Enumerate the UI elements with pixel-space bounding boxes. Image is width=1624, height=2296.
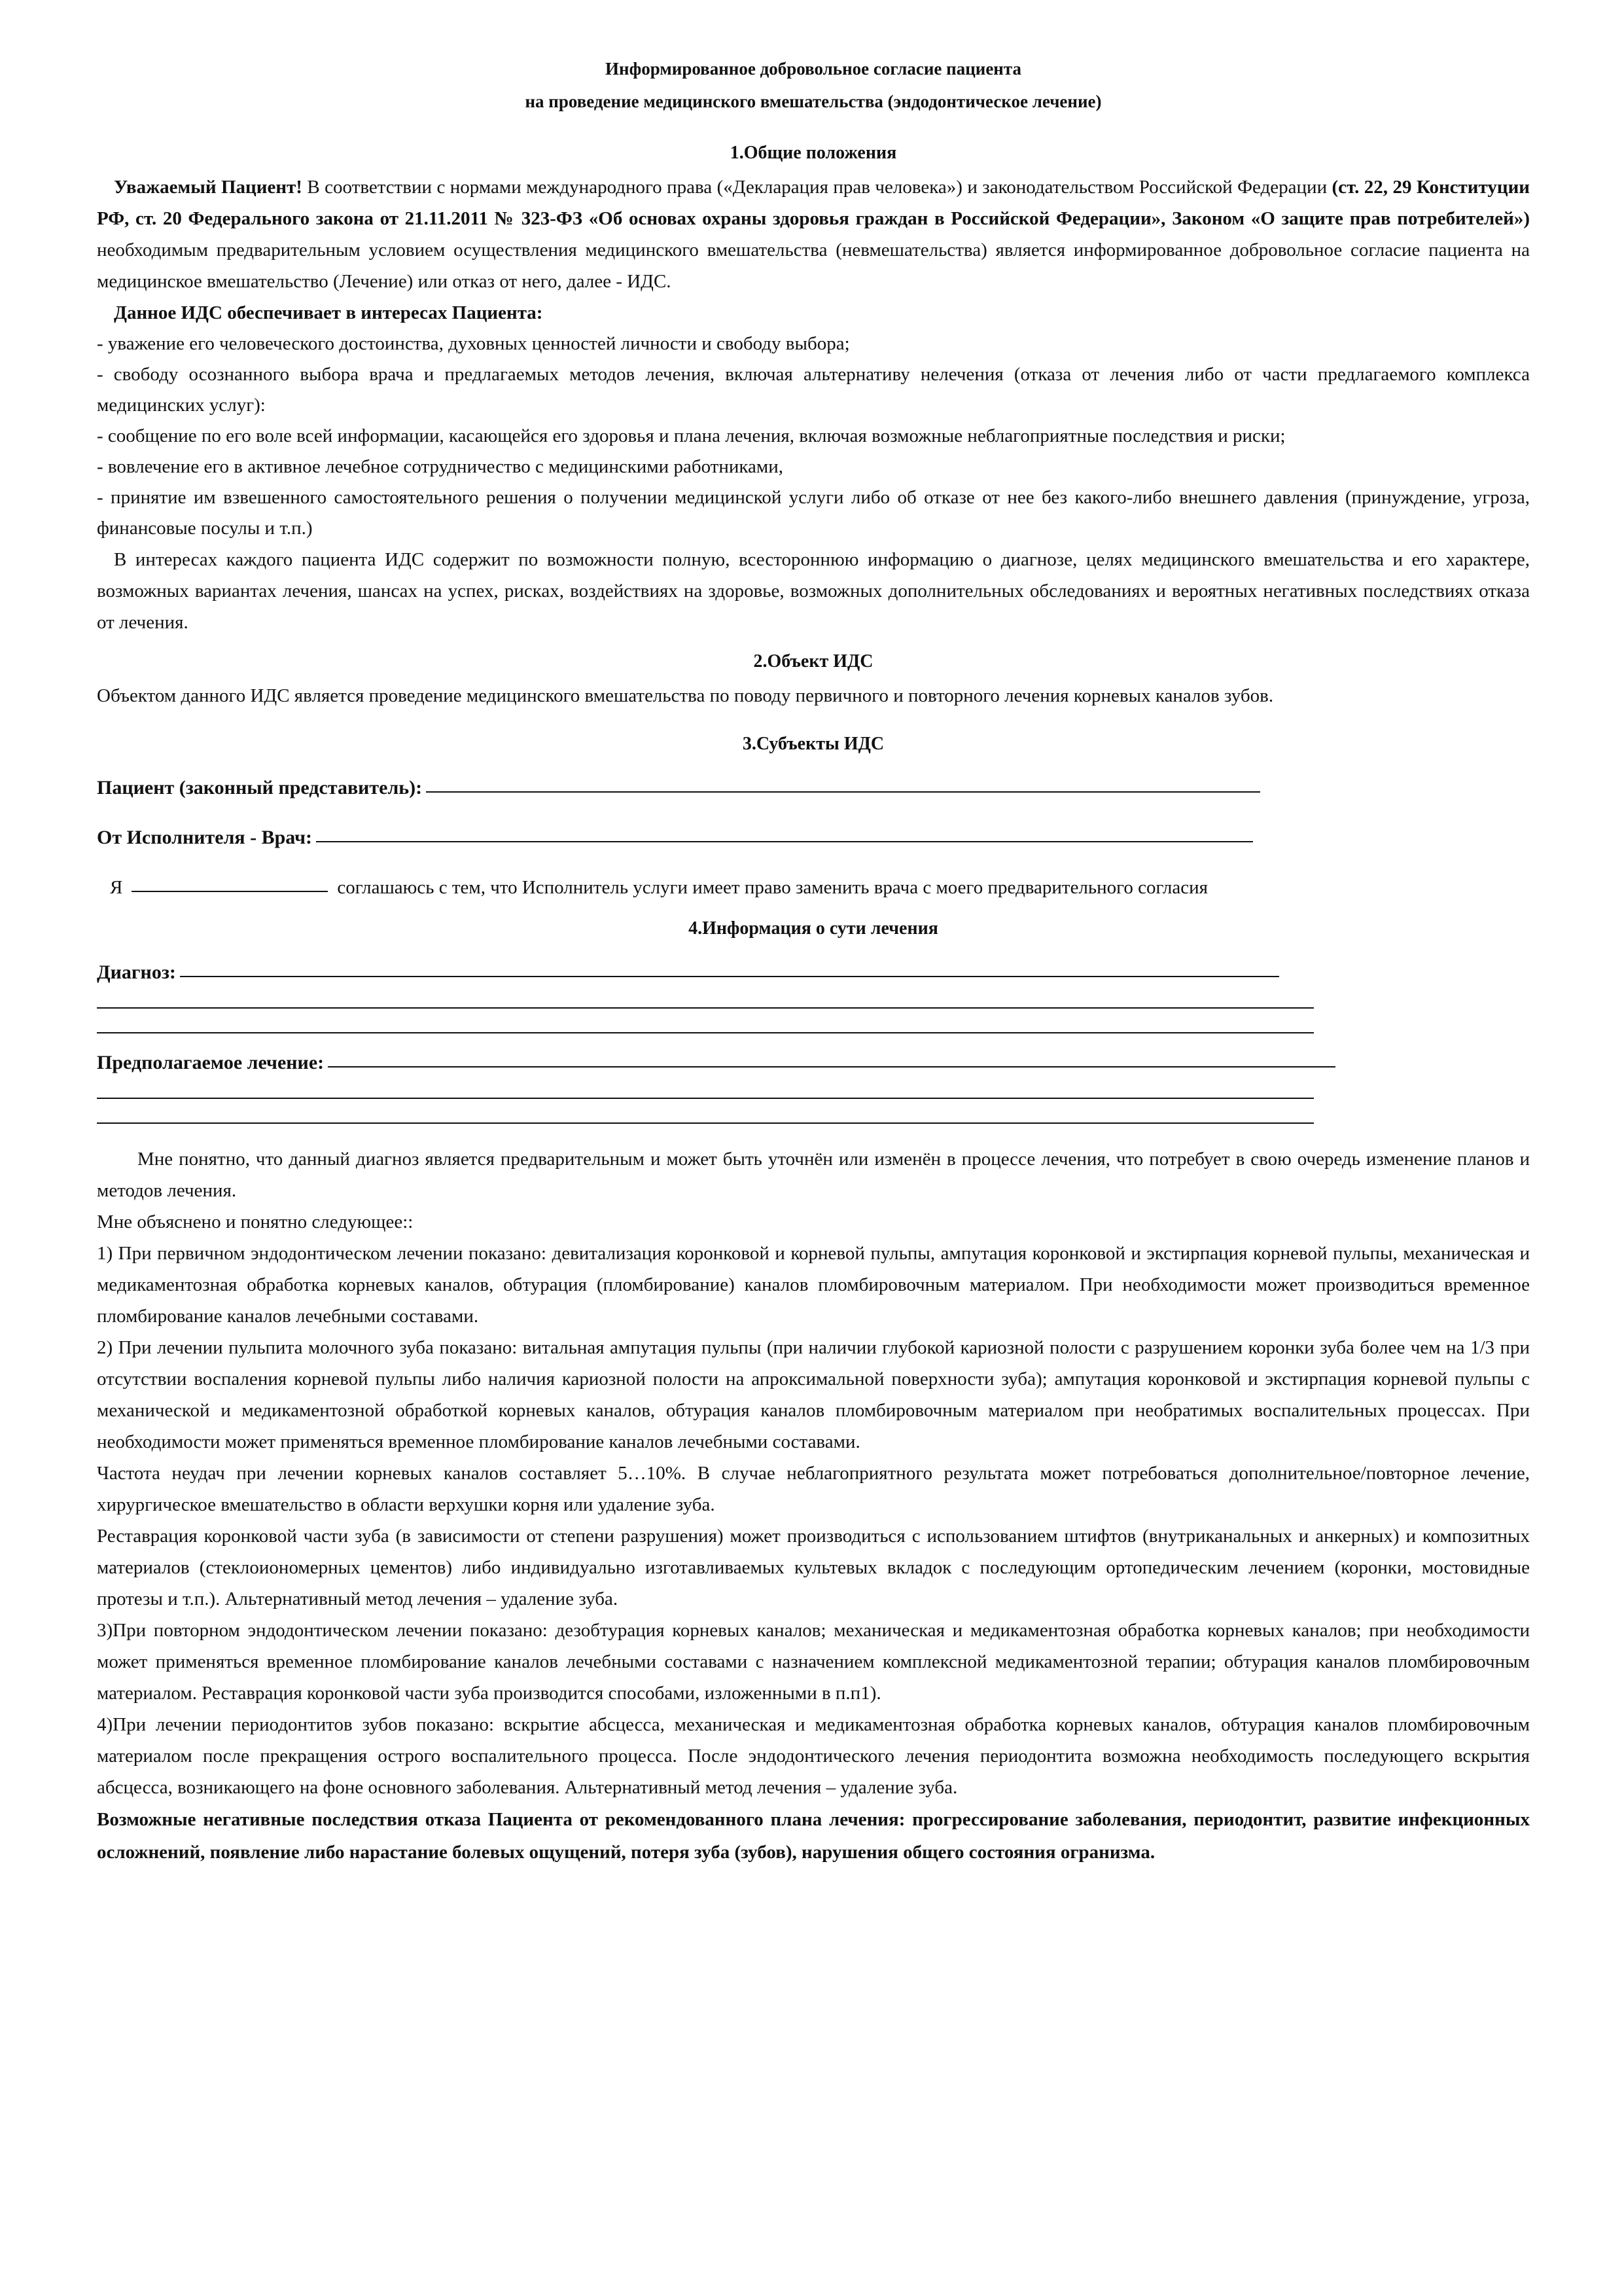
section-2-text: Объектом данного ИДС является проведение медицинского вмешательства по поводу первичного и повторного лечения корневых каналов зубов. [97, 685, 1274, 706]
document-title [97, 52, 1530, 118]
failure-rate-paragraph: Частота неудач при лечении корневых каналов составляет 5…10%. В случае неблагоприятного результата может потребоваться дополнительное/повторное лечение, хирургическое вмешательство в области верхушки корня или удаление зуба. [97, 1463, 1530, 1515]
patient-label: Пациент (законный представитель): [97, 777, 423, 798]
list-item: - сообщение по его воле всей информации, касающейся его здоровья и плана лечения, включая возможные неблагоприятные последствия и риски; [97, 425, 1286, 446]
interests-heading: Данное ИДС обеспечивает в интересах Пациента: [114, 302, 543, 323]
intro-text-b: необходимым предварительным условием осуществления медицинского вмешательства (невмешательства) является информированное добровольное согласие пациента на медицинское вмешательство (Лечение) или отказ от него, далее - ИДС. [97, 240, 1530, 292]
diagnosis-extra-line[interactable] [97, 1007, 1314, 1009]
doctor-label: От Исполнителя - Врач: [97, 827, 313, 848]
diagnosis-field [97, 947, 1530, 984]
treatment-extra-line[interactable] [97, 1098, 1314, 1099]
treatment-label: Предполагаемое лечение: [97, 1052, 325, 1073]
treatment-field [97, 1037, 1530, 1074]
diagnosis-label: Диагноз: [97, 961, 176, 983]
doctor-field [97, 812, 1530, 849]
section-3-heading: 3.Субъекты ИДС [742, 734, 885, 754]
diagnosis-extra-line[interactable] [97, 1032, 1314, 1033]
agree-name-line[interactable] [132, 891, 328, 892]
section-1-intro [97, 171, 1530, 297]
interests-list [97, 329, 1530, 544]
agree-prefix: Я [110, 877, 123, 898]
intro-law-refs: (ст. 22, 29 Конституции РФ, ст. 20 Федерального закона от 21.11.2011 № 323-ФЗ «Об основах охраны здоровья граждан в Российской Федерации», Законом «О защите прав потребителей») [97, 177, 1530, 229]
preliminary-diagnosis-note: Мне понятно, что данный диагноз является предварительным и может быть уточнён или изменён в процессе лечения, что потребует в свою очередь изменение планов и методов лечения. [97, 1149, 1530, 1201]
section-2-heading: 2.Объект ИДС [753, 651, 874, 672]
list-item: - вовлечение его в активное лечебное сотрудничество с медицинскими работниками, [97, 456, 784, 477]
primary-treatment-paragraph: 1) При первичном эндодонтическом лечении показано: девитализация коронковой и корневой пульпы, ампутация коронковой и экстирпация корневой пульпы, механическая и медикаментозная обработка корневых каналов, обтурация (пломбирование) каналов пломбировочным материалом. При необходимости может производиться временное пломбирование каналов лечебными составами. [97, 1243, 1530, 1327]
refusal-consequences: Возможные негативные последствия отказа Пациента от рекомендованного плана лечения: прогрессирование заболевания, периодонтит, развитие инфекционных осложнений, появление либо нарастание болевых ощущений, потеря зуба (зубов), нарушения общего состояния огранизма. [97, 1809, 1530, 1863]
patient-field [97, 762, 1530, 799]
restoration-paragraph: Реставрация коронковой части зуба (в зависимости от степени разрушения) может производиться с использованием штифтов (внутриканальных и анкерных) и композитных материалов (стеклоиономерных цементов) либо индивидуально изготавливаемых культевых вкладок с последующим ортопедическим лечением (коронки, мостовидные протезы и т.п.). Альтернативный метод лечения – удаление зуба. [97, 1526, 1530, 1609]
section-1-heading: 1.Общие положения [730, 143, 897, 163]
agreement-row [97, 862, 1530, 899]
consent-document [97, 52, 1530, 1869]
diagnosis-input-line[interactable] [180, 976, 1279, 977]
title-line-2: на проведение медицинского вмешательства (эндодонтическое лечение) [525, 92, 1102, 111]
explained-heading: Мне объяснено и понятно следующее:: [97, 1211, 414, 1232]
title-line-1: Информированное добровольное согласие пациента [605, 59, 1021, 79]
list-item: - свободу осознанного выбора врача и предлагаемых методов лечения, включая альтернативу нелечения (отказа от лечения либо от части предлагаемого комплекса медицинских услуг): [97, 364, 1530, 416]
intro-text-a: В соответствии с нормами международного права («Декларация прав человека») и законодательством Российской Федерации [302, 177, 1332, 198]
periodontitis-paragraph: 4)При лечении периодонтитов зубов показано: вскрытие абсцесса, механическая и медикаментозная обработка корневых каналов, обтурация каналов пломбировочным материалом после прекращения острого воспалительного процесса. После эндодонтического лечения периодонтита возможна необходимость последующего вскрытия абсцесса, возникающего на фоне основного заболевания. Альтернативный метод лечения – удаление зуба. [97, 1714, 1530, 1798]
section-1-summary: В интересах каждого пациента ИДС содержит по возможности полную, всестороннюю информацию о диагнозе, целях медицинского вмешательства и его характере, возможных вариантах лечения, шансах на успех, рисках, воздействиях на здоровье, возможных дополнительных обследованиях и вероятных негативных последствиях отказа от лечения. [97, 549, 1530, 633]
section-4-heading: 4.Информация о сути лечения [688, 918, 938, 939]
repeat-treatment-paragraph: 3)При повторном эндодонтическом лечении показано: дезобтурация корневых каналов; механическая и медикаментозная обработка корневых каналов; при необходимости может применяться временное пломбирование каналов лечебными составами с назначением комплексной медикаментозной терапии; обтурация каналов пломбировочным материалом. Реставрация коронковой части зуба производится способами, изложенными в п.п1). [97, 1620, 1530, 1704]
treatment-extra-line[interactable] [97, 1122, 1314, 1124]
list-item: - принятие им взвешенного самостоятельного решения о получении медицинской услуги либо об отказе от нее без какого-либо внешнего давления (принуждение, угроза, финансовые посулы и т.п.) [97, 487, 1530, 539]
agree-text: соглашаюсь с тем, что Исполнитель услуги имеет право заменить врача с моего предварительного согласия [337, 877, 1208, 898]
patient-input-line[interactable] [426, 791, 1260, 793]
treatment-input-line[interactable] [328, 1066, 1335, 1067]
milk-tooth-paragraph: 2) При лечении пульпита молочного зуба показано: витальная ампутация пульпы (при наличии глубокой кариозной полости с разрушением коронки зуба более чем на 1/3 при отсутствии воспаления корневой пульпы либо наличия кариозной полости на апроксимальной поверхности зуба); ампутация коронковой и экстирпация корневой пульпы с механической и медикаментозной обработкой корневых каналов, обтурация каналов пломбировочным материалом при необратимых воспалительных процессах. При необходимости может применяться временное пломбирование каналов лечебными составами. [97, 1337, 1530, 1452]
greeting: Уважаемый Пациент! [114, 177, 302, 198]
list-item: - уважение его человеческого достоинства, духовных ценностей личности и свободу выбора; [97, 333, 850, 354]
doctor-input-line[interactable] [316, 841, 1253, 842]
